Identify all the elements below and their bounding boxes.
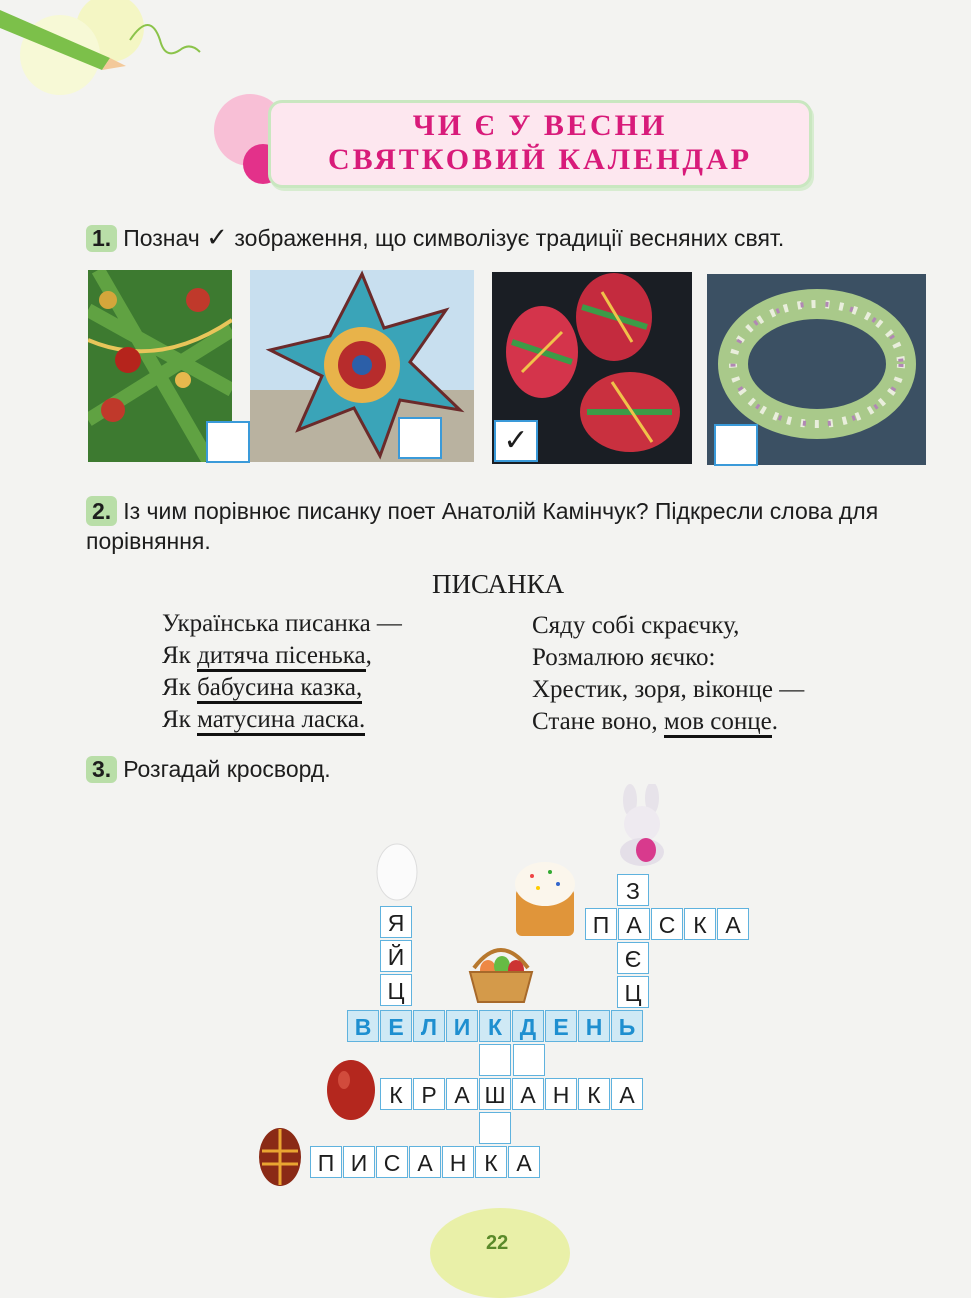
crossword-cell[interactable]: Й [380,940,412,972]
pencil-decoration [0,0,240,100]
poem-line: Як бабусина казка, [162,672,402,704]
crossword-cell[interactable]: С [376,1146,408,1178]
checkbox-christmas[interactable] [206,421,250,463]
crossword-cell[interactable]: Л [413,1010,445,1042]
task3-number: 3. [86,756,117,783]
underlined-comparison: бабусина казка, [197,674,362,704]
crossword-cell[interactable]: П [585,908,617,940]
crossword-cell[interactable]: А [618,908,650,940]
poem-title: ПИСАНКА [432,569,565,599]
crossword-cell[interactable]: Е [380,1010,412,1042]
page-title-line1: ЧИ Є У ВЕСНИ [412,109,668,142]
check-icon: ✓ [206,222,228,252]
crossword-cell[interactable]: К [684,908,716,940]
crossword-cell[interactable]: К [380,1078,412,1110]
crossword-cell[interactable]: А [611,1078,643,1110]
task2-number: 2. [86,496,117,526]
task1-number: 1. [86,225,117,252]
crossword-cell[interactable]: Д [512,1010,544,1042]
crossword-cell[interactable]: Н [545,1078,577,1110]
crossword-cell[interactable]: Ц [617,976,649,1008]
crossword-cell[interactable] [513,1044,545,1076]
checkbox-wreath[interactable] [714,424,758,466]
checkmark-icon: ✓ [503,424,529,457]
poem-line: Стане воно, мов сонце. [532,706,804,738]
task2-instruction [86,496,936,556]
pysanka-picture [256,1126,304,1188]
crossword-cell[interactable]: А [409,1146,441,1178]
crossword-cell[interactable]: А [508,1146,540,1178]
page-title-line2: СВЯТКОВИЙ КАЛЕНДАР [327,143,753,176]
paska-bread-picture [510,858,580,938]
crossword-cell[interactable]: Є [617,942,649,974]
crossword-cell[interactable]: З [617,874,649,906]
crossword-cell[interactable] [479,1044,511,1076]
poem-line: Як дитяча пісенька, [162,640,402,672]
crossword-cell[interactable]: К [479,1010,511,1042]
poem-column-left [162,608,402,736]
white-egg-picture [374,842,420,902]
crossword-cell[interactable] [479,1112,511,1144]
task2-text: Із чим порівнює писанку поет Анатолій Камінчук? Підкресли слова для порівняння. [86,498,879,554]
underlined-comparison: мов сонце [664,708,772,738]
crossword-cell[interactable]: В [347,1010,379,1042]
title-banner [268,100,812,188]
easter-bunny-picture [606,784,678,868]
crossword-cell[interactable]: И [343,1146,375,1178]
poem-line: Сяду собі скраєчку, [532,612,740,639]
poem-line: Розмалюю яєчко: [532,644,716,671]
crossword-cell[interactable]: Р [413,1078,445,1110]
crossword-cell[interactable]: Ь [611,1010,643,1042]
page-number: 22 [486,1232,509,1254]
crossword-cell[interactable]: Ц [380,974,412,1006]
underlined-comparison: дитяча пісенька [197,642,366,672]
task1-instruction: 1. Познач ✓ зображення, що символізує традиції весняних свят. [86,222,784,253]
crossword-cell[interactable]: Е [545,1010,577,1042]
task3-instruction [86,756,331,783]
crossword-cell[interactable]: К [475,1146,507,1178]
easter-basket-picture [466,942,536,1004]
checkbox-star[interactable] [398,417,442,459]
crossword-cell[interactable]: И [446,1010,478,1042]
task3-text: Розгадай кросворд. [123,756,331,782]
crossword-cell[interactable]: Я [380,906,412,938]
crossword-cell[interactable]: А [512,1078,544,1110]
poem-line: Як матусина ласка. [162,704,402,736]
poem-line: Хрестик, зоря, віконце — [532,676,805,703]
crossword-cell[interactable]: Ш [479,1078,511,1110]
crossword-cell[interactable]: С [651,908,683,940]
red-krashanka-picture [324,1058,378,1122]
crossword-cell[interactable]: А [717,908,749,940]
crossword-cell[interactable]: К [578,1078,610,1110]
crossword-cell[interactable]: Н [578,1010,610,1042]
underlined-comparison: матусина ласка. [197,706,365,736]
crossword-cell[interactable]: П [310,1146,342,1178]
checkbox-pysanky[interactable] [494,420,538,462]
poem-line: Українська писанка — [162,610,402,637]
poem-column-right [532,610,804,738]
crossword-cell[interactable]: А [446,1078,478,1110]
crossword-cell[interactable]: Н [442,1146,474,1178]
